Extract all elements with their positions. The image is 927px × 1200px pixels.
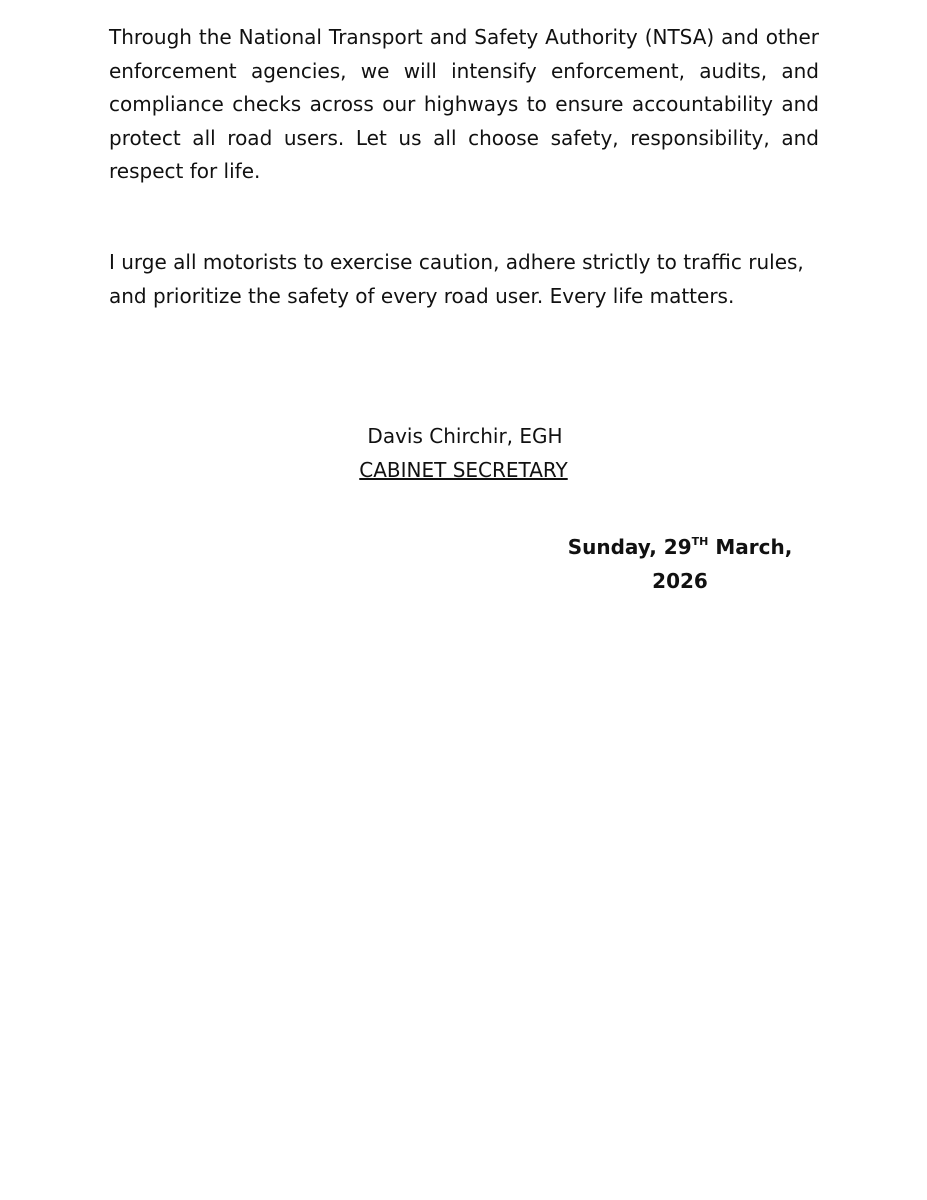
signatory-title: CABINET SECRETARY: [359, 458, 568, 482]
date-ordinal: TH: [691, 535, 709, 548]
date-month: March,: [708, 535, 793, 559]
date-year: 2026: [652, 569, 708, 593]
paragraph-enforcement: Through the National Transport and Safety Authority (NTSA) and other enforcement agencies, we will intensify enforcement, audits, and compliance checks across our highways to ensure accountability and protect all road users. Let us all choose safety, responsibility, and respect for life.: [109, 25, 819, 183]
date-day: Sunday, 29: [567, 535, 692, 559]
paragraph-urge: I urge all motorists to exercise caution, adhere strictly to traffic rules, and prioritize the safety of every road user. Every life matters.: [109, 250, 804, 308]
signatory-name: Davis Chirchir, EGH: [367, 424, 563, 448]
statement-date: [560, 525, 800, 598]
